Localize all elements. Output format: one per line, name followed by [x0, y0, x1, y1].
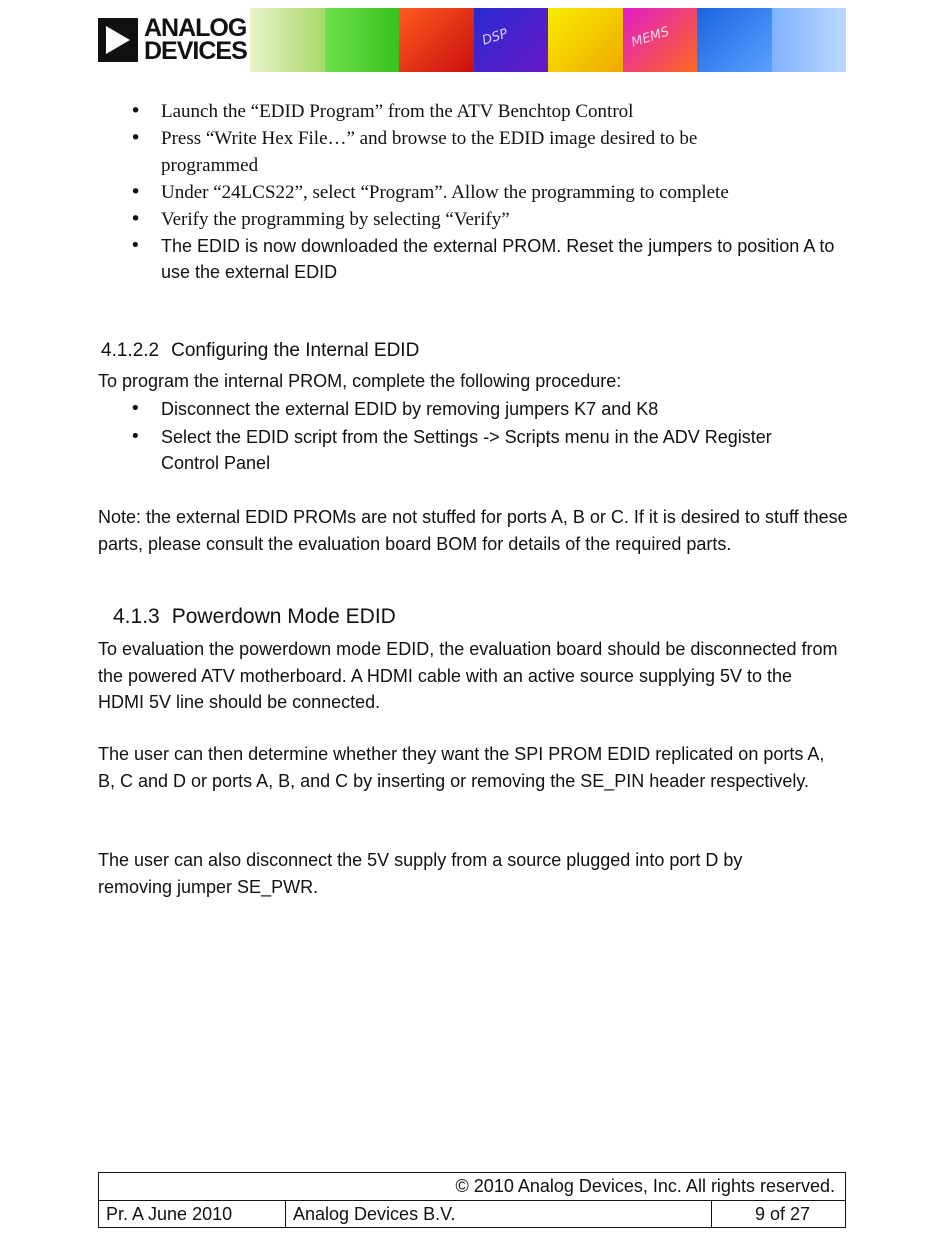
revision-date: Pr. A June 2010 [99, 1201, 286, 1228]
section-number: 4.1.2.2 [101, 340, 160, 361]
banner-tile [325, 8, 400, 72]
page-footer [98, 1172, 846, 1228]
footer-row [99, 1200, 845, 1228]
banner-tile [772, 8, 847, 72]
list-item: • Under “24LCS22”, select “Program”. Allow the programming to complete [130, 179, 830, 206]
analog-devices-logo [98, 8, 250, 72]
note-paragraph: Note: the external EDID PROMs are not stuffed for ports A, B or C. If it is desired to stuff these parts, please consult the evaluation board BOM for details of the required parts. [98, 507, 848, 554]
list-item: • The EDID is now downloaded the external PROM. Reset the jumpers to position A to use the external EDID [130, 233, 841, 285]
list-item: • Select the EDID script from the Settings -> Scripts menu in the ADV Register Control Panel [130, 424, 820, 476]
logo-triangle-icon [98, 18, 138, 62]
section-heading-4-1-2-2 [101, 340, 419, 362]
header-banner [250, 8, 846, 72]
list-item: • Launch the “EDID Program” from the ATV Benchtop Control [130, 98, 830, 125]
company-name: Analog Devices B.V. [286, 1201, 712, 1228]
banner-tile: MEMS [623, 8, 698, 72]
body-paragraph: To evaluation the powerdown mode EDID, the evaluation board should be disconnected from the powered ATV motherboard. A HDMI cable with an active source supplying 5V to the HDMI 5V line should be connected. [98, 639, 838, 712]
logo-wordmark [144, 14, 247, 65]
section-title: Powerdown Mode EDID [171, 605, 396, 628]
banner-tile: DSP [474, 8, 549, 72]
logo-line-1: ANALOG [144, 14, 247, 42]
body-paragraph: The user can then determine whether they want the SPI PROM EDID replicated on ports A, B, C and D or ports A, B, and C by inserting or removing the SE_PIN header respectively. [98, 744, 825, 791]
banner-tile [548, 8, 623, 72]
page-header [98, 8, 846, 72]
body-paragraph: The user can also disconnect the 5V supply from a source plugged into port D by removing jumper SE_PWR. [98, 850, 743, 897]
section-number: 4.1.3 [113, 605, 160, 628]
banner-tile [399, 8, 474, 72]
list-item: • Disconnect the external EDID by removing jumpers K7 and K8 [130, 396, 820, 422]
banner-tile [697, 8, 772, 72]
section-heading-4-1-3 [113, 605, 396, 629]
section-intro: To program the internal PROM, complete the following procedure: [98, 371, 622, 391]
internal-edid-steps-list [130, 396, 820, 476]
programming-steps-list [130, 98, 835, 285]
copyright-notice: © 2010 Analog Devices, Inc. All rights reserved. [455, 1176, 835, 1196]
page-number: 9 of 27 [754, 1204, 810, 1224]
logo-line-2: DEVICES [144, 37, 247, 65]
section-title: Configuring the Internal EDID [171, 340, 420, 361]
list-item: • Press “Write Hex File…” and browse to the EDID image desired to be programmed [130, 125, 761, 179]
banner-tile [250, 8, 325, 72]
list-item: • Verify the programming by selecting “Verify” [130, 206, 830, 233]
